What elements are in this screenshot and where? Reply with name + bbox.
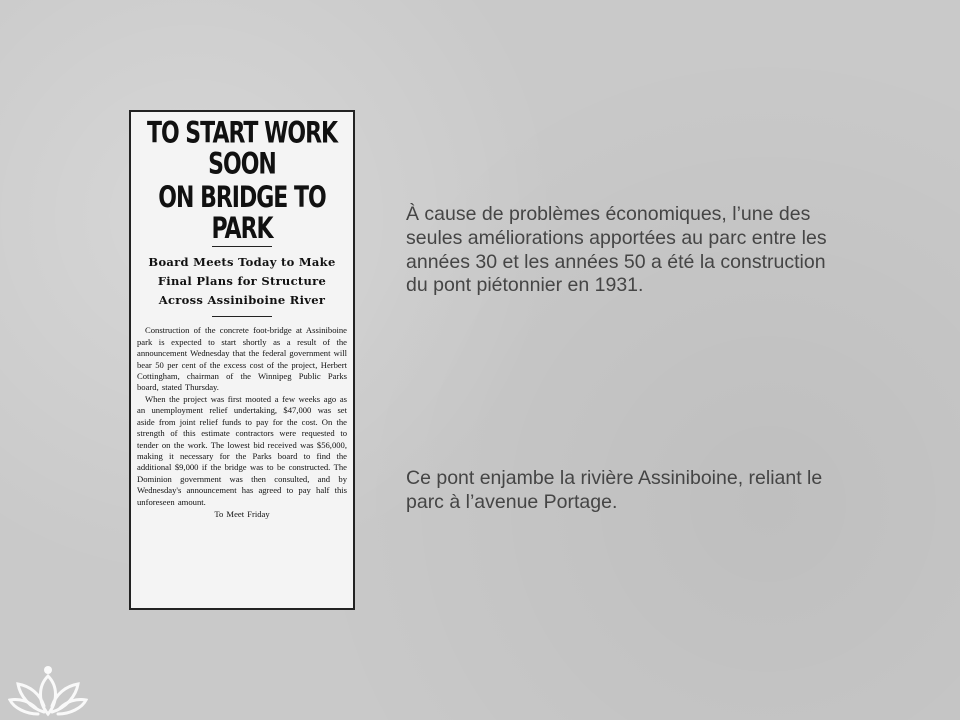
lotus-logo-icon <box>8 662 88 718</box>
headline-line-2: ON BRIDGE TO PARK <box>158 181 326 247</box>
newspaper-clipping <box>129 110 355 610</box>
subheadline-line-2: Final Plans for Structure <box>157 274 327 289</box>
clipping-footer-subhead: To Meet Friday <box>214 509 270 520</box>
clipping-paragraph-1: Construction of the concrete foot-bridge at Assiniboine park is expected to start shortly as a result of the announcement Wednesday that the federal government will bear 50 per cent of the excess cost of the project, Herbert Cottingham, chairman of the Winnipeg Public Parks board, stated Thursday. <box>137 325 347 393</box>
clipping-paragraph-2: When the project was first mooted a few weeks ago as an unemployment relief undertaking, $47,000 was set aside from joint relief funds to pay for the cost. On the strength of this estimate contractors were requested to tender on the work. The lowest bid received was $56,000, making it necessary for the Parks board to find the additional $9,000 if the bridge was to be constructed. The Dominion government was then consulted, and by Wednesday's announcement has agreed to pay half this unforeseen amount. <box>137 393 347 507</box>
description-paragraph-1: À cause de problèmes économiques, l’une des seules améliorations apportées au parc entre les années 30 et les années 50 a été la construction du pont piétonnier en 1931. <box>406 203 827 297</box>
headline-line-1: TO START WORK SOON <box>146 116 338 182</box>
divider <box>212 246 272 247</box>
subheadline-line-1: Board Meets Today to Make <box>148 255 336 270</box>
clipping-subheadline <box>135 253 349 310</box>
clipping-body <box>137 325 347 520</box>
divider <box>212 316 272 317</box>
clipping-headline <box>135 118 349 245</box>
subheadline-line-3: Across Assiniboine River <box>158 293 326 308</box>
description-paragraph-2: Ce pont enjambe la rivière Assiniboine, reliant le parc à l’avenue Portage. <box>406 467 823 513</box>
